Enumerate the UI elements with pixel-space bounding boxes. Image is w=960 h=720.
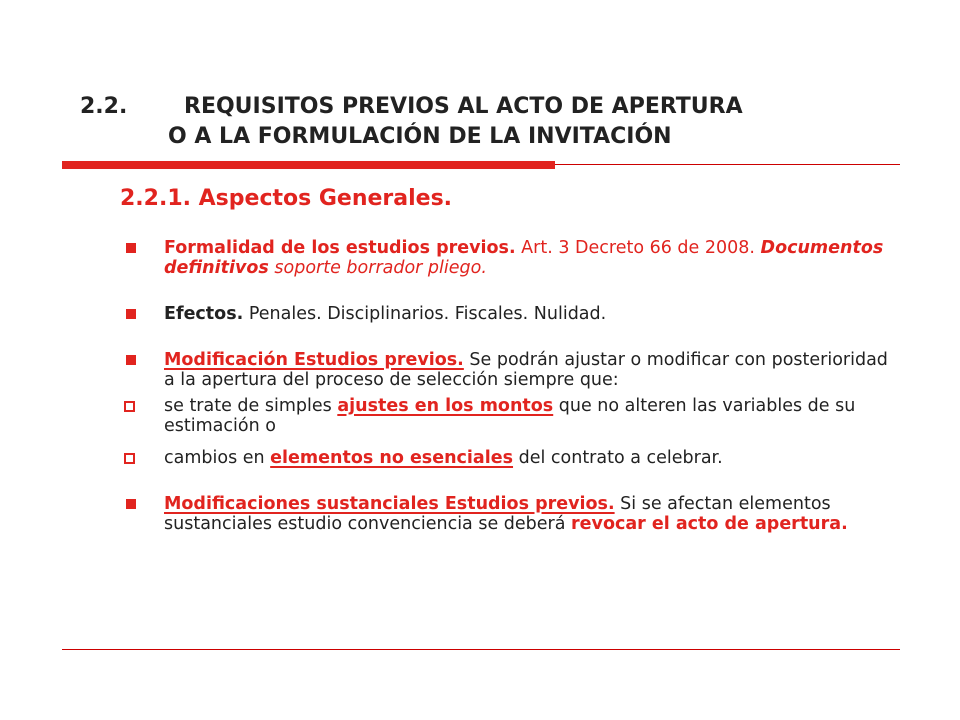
bullet-text-2: soporte borrador pliego. (268, 258, 487, 278)
title-number: 2.2. (80, 94, 128, 119)
bullet-item-efectos (120, 304, 890, 324)
bullet-lead: Efectos. (164, 304, 244, 324)
title-line-2: O A LA FORMULACIÓN DE LA INVITACIÓN (168, 124, 672, 149)
sub-item-pre: cambios en (164, 448, 271, 468)
sub-item-highlight: ajustes en los montos (337, 396, 554, 416)
bullet-list (120, 238, 890, 534)
title-line-1: REQUISITOS PREVIOS AL ACTO DE APERTURA (184, 94, 743, 119)
bullet-text: Art. 3 Decreto 66 de 2008. (515, 238, 755, 258)
sub-item-highlight: elementos no esenciales (270, 448, 514, 468)
bullet-emphasis: Documentos definitivos (164, 238, 884, 278)
bullet-lead: Modificaciones sustanciales Estudios previos. (164, 494, 615, 514)
sub-item-post: del contrato a celebrar. (513, 448, 723, 468)
bullet-text: Se podrán ajustar o modificar con posterioridad a la apertura del proceso de selección siempre que: (164, 350, 888, 390)
bullet-text: Si se afectan elementos sustanciales estudio convenciencia se deberá (164, 494, 831, 534)
sub-item-pre: se trate de simples (164, 396, 338, 416)
slide-title (80, 92, 900, 152)
section-subtitle: 2.2.1. Aspectos Generales. (120, 186, 453, 211)
bullet-item-modificacion (120, 350, 890, 468)
square-bullet-icon (126, 499, 136, 509)
bullet-item-formalidad (120, 238, 890, 278)
bullet-lead: Formalidad de los estudios previos. (164, 238, 516, 258)
square-bullet-icon (126, 355, 136, 365)
sub-item-post: que no alteren las variables de su estimación o (164, 396, 856, 436)
title-divider-thick (62, 161, 555, 169)
bullet-text: Penales. Disciplinarios. Fiscales. Nulidad. (243, 304, 607, 324)
square-bullet-icon (126, 243, 136, 253)
bullet-item-sustanciales (120, 494, 890, 534)
hollow-square-bullet-icon (124, 401, 135, 412)
bullet-lead: Modificación Estudios previos. (164, 350, 464, 370)
square-bullet-icon (126, 309, 136, 319)
hollow-square-bullet-icon (124, 453, 135, 464)
footer-divider (62, 649, 900, 650)
bullet-emphasis: revocar el acto de apertura. (571, 514, 848, 534)
sub-item-ajustes (120, 396, 890, 436)
sub-item-cambios (120, 448, 890, 468)
